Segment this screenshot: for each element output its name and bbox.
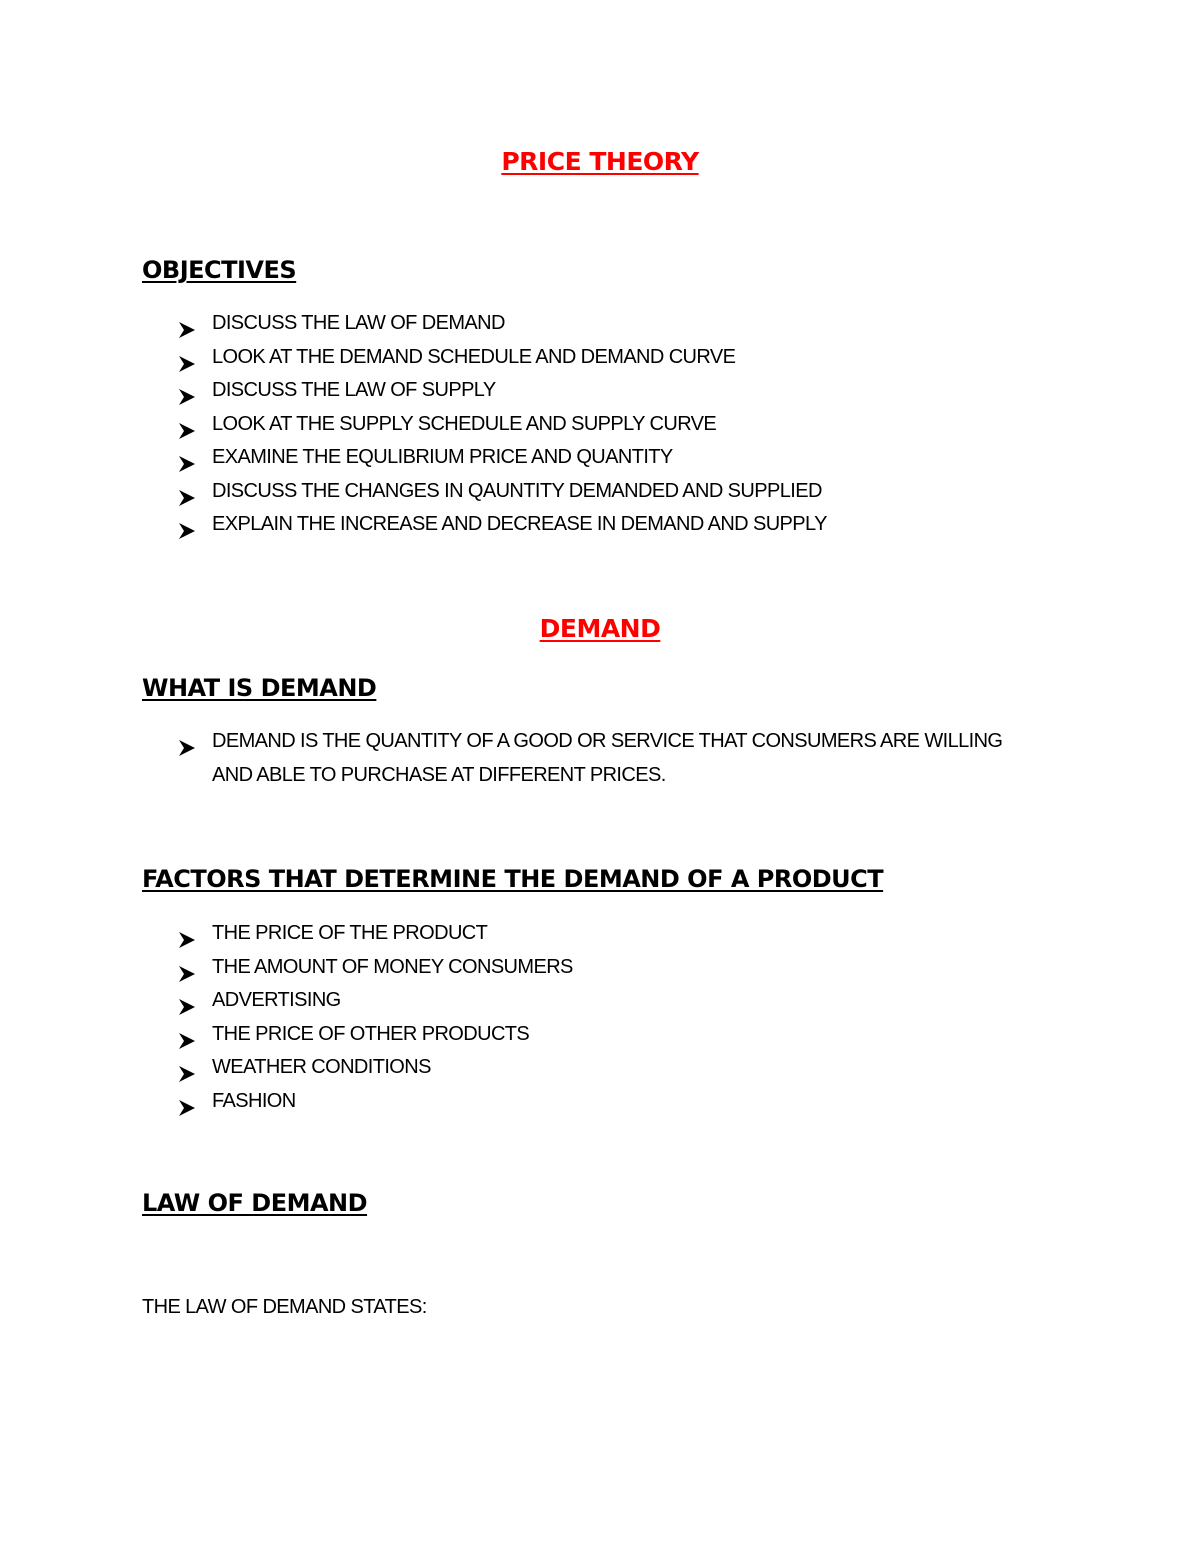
factors-list: [178, 917, 573, 1118]
arrowhead-bullet-icon: [178, 517, 196, 533]
what-is-demand-heading: WHAT IS DEMAND: [142, 674, 377, 702]
arrowhead-bullet-icon: [178, 316, 196, 332]
list-item: WEATHER CONDITIONS: [178, 1051, 573, 1085]
arrowhead-bullet-icon: [178, 993, 196, 1009]
list-item: FASHION: [178, 1085, 573, 1119]
list-item: DISCUSS THE LAW OF DEMAND: [178, 307, 827, 341]
demand-title: DEMAND: [539, 614, 661, 643]
arrowhead-bullet-icon: [178, 960, 196, 976]
list-item: ADVERTISING: [178, 984, 573, 1018]
list-item: DISCUSS THE LAW OF SUPPLY: [178, 374, 827, 408]
arrowhead-bullet-icon: [178, 1060, 196, 1076]
arrowhead-bullet-icon: [178, 1027, 196, 1043]
list-item: DISCUSS THE CHANGES IN QAUNTITY DEMANDED AND SUPPLIED: [178, 475, 827, 509]
arrowhead-bullet-icon: [178, 350, 196, 366]
objectives-heading: OBJECTIVES: [142, 256, 297, 284]
law-of-demand-heading: LAW OF DEMAND: [142, 1189, 368, 1217]
law-of-demand-statement: THE LAW OF DEMAND STATES:: [142, 1296, 427, 1318]
list-item: THE PRICE OF OTHER PRODUCTS: [178, 1018, 573, 1052]
list-item: THE PRICE OF THE PRODUCT: [178, 917, 573, 951]
arrowhead-bullet-icon: [178, 383, 196, 399]
page-title: PRICE THEORY: [501, 147, 699, 176]
arrowhead-bullet-icon: [178, 417, 196, 433]
arrowhead-bullet-icon: [178, 1094, 196, 1110]
arrowhead-bullet-icon: [178, 450, 196, 466]
list-item: THE AMOUNT OF MONEY CONSUMERS: [178, 951, 573, 985]
list-item: LOOK AT THE SUPPLY SCHEDULE AND SUPPLY CURVE: [178, 408, 827, 442]
factors-heading: FACTORS THAT DETERMINE THE DEMAND OF A PRODUCT: [142, 865, 884, 893]
definition-list: [178, 725, 1012, 792]
arrowhead-bullet-icon: [178, 484, 196, 500]
list-item: EXPLAIN THE INCREASE AND DECREASE IN DEMAND AND SUPPLY: [178, 508, 827, 542]
list-item: EXAMINE THE EQULIBRIUM PRICE AND QUANTITY: [178, 441, 827, 475]
arrowhead-bullet-icon: [178, 734, 196, 750]
arrowhead-bullet-icon: [178, 926, 196, 942]
list-item: DEMAND IS THE QUANTITY OF A GOOD OR SERVICE THAT CONSUMERS ARE WILLING AND ABLE TO PURCHASE AT DIFFERENT PRICES.: [178, 725, 1012, 792]
objectives-list: [178, 307, 827, 542]
list-item: LOOK AT THE DEMAND SCHEDULE AND DEMAND CURVE: [178, 341, 827, 375]
